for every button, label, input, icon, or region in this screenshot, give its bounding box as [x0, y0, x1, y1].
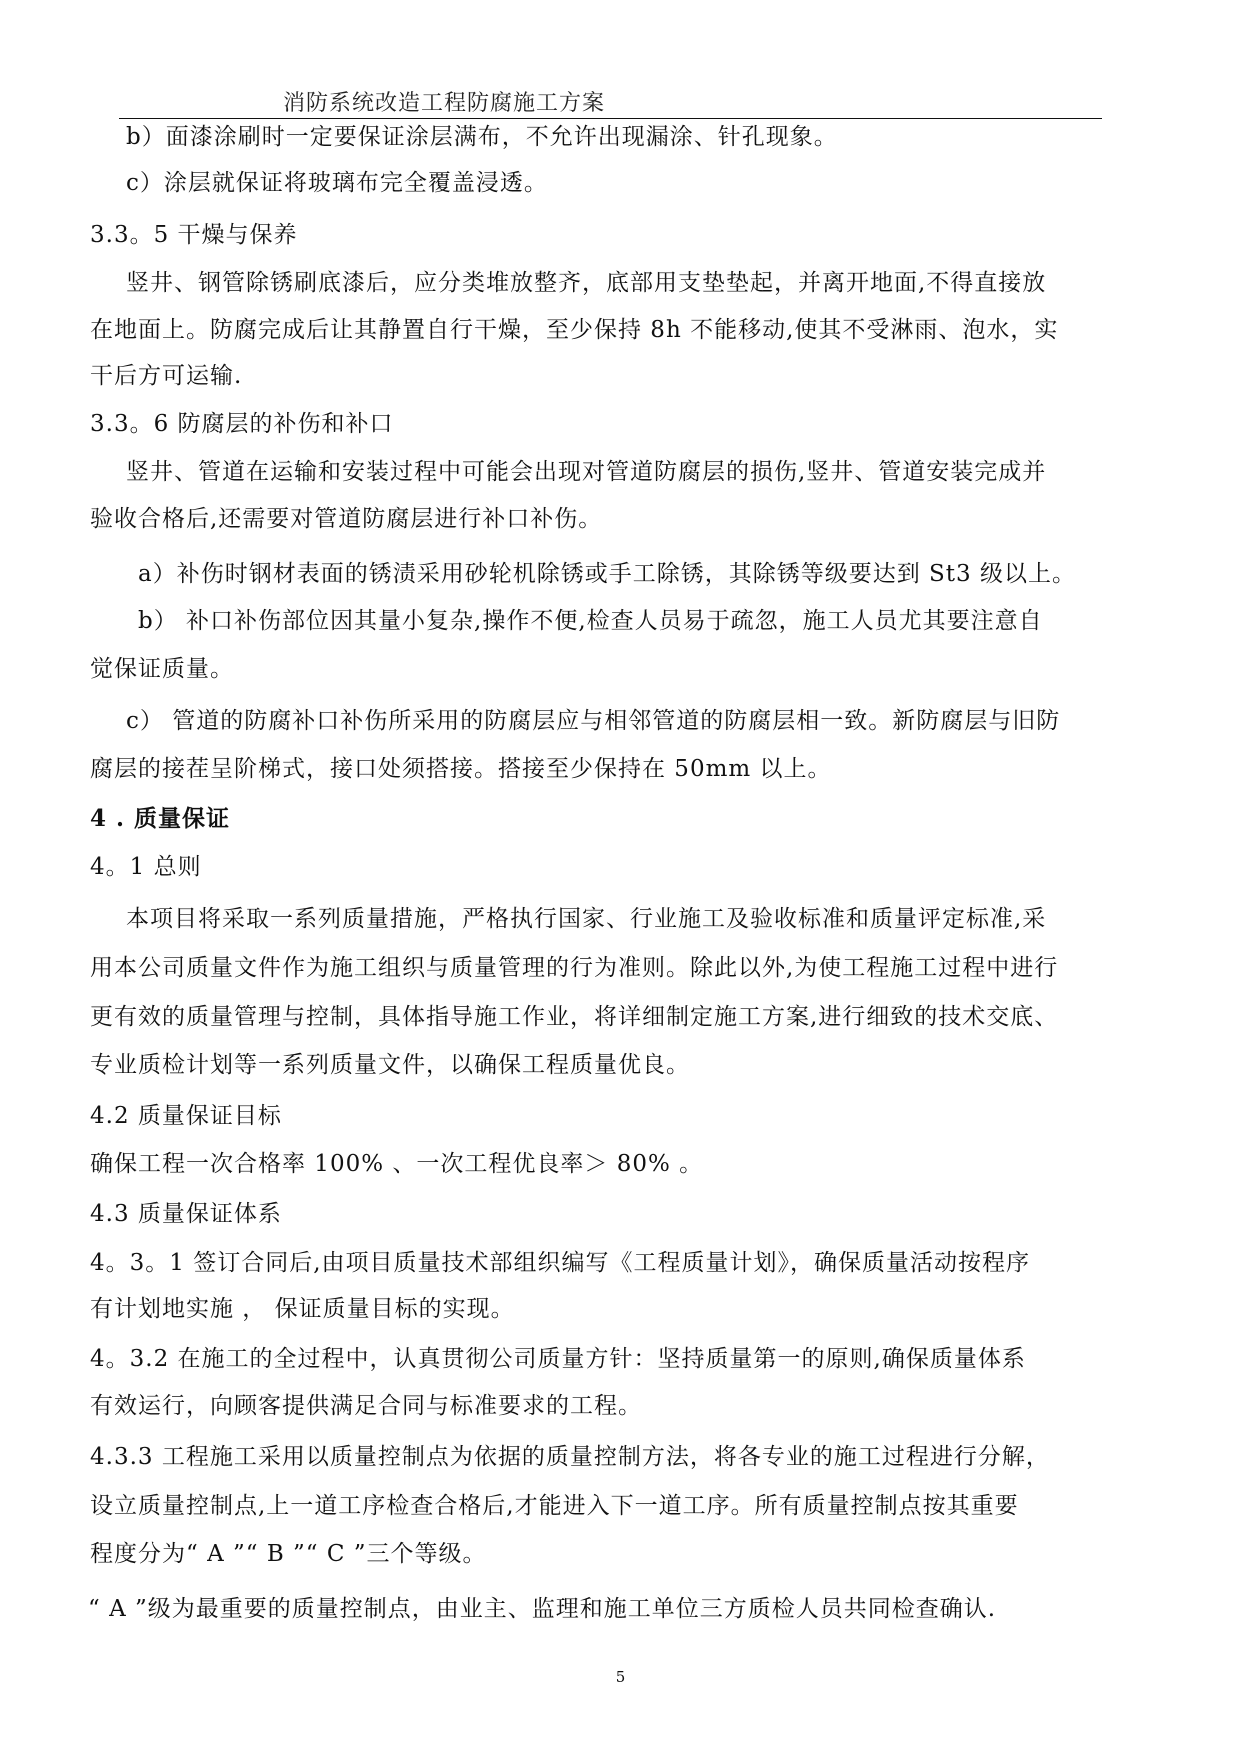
para-line: 4。3。1 签订合同后,由项目质量技术部组织编写《工程质量计划》，确保质量活动按程序 — [90, 1250, 1031, 1276]
para-line: 竖井、钢管除锈刷底漆后，应分类堆放整齐，底部用支垫垫起，并离开地面,不得直接放 — [126, 270, 1047, 296]
para-c-repair: c） 管道的防腐补口补伤所采用的防腐层应与相邻管道的防腐层相一致。新防腐层与旧防 — [126, 708, 1061, 734]
page-number: 5 — [615, 1668, 626, 1686]
para-line: 用本公司质量文件作为施工组织与质量管理的行为准则。除此以外,为使工程施工过程中进行 — [90, 955, 1059, 981]
header-rule — [119, 118, 1102, 119]
para-line: 有计划地实施 ， 保证质量目标的实现。 — [90, 1296, 515, 1322]
para-line: 更有效的质量管理与控制，具体指导施工作业，将详细制定施工方案,进行细致的技术交底、 — [90, 1004, 1059, 1030]
para-line: 本项目将采取一系列质量措施，严格执行国家、行业施工及验收标准和质量评定标准,采 — [126, 906, 1047, 932]
para-line: 在地面上。防腐完成后让其静置自行干燥，至少保持 8h 不能移动,使其不受淋雨、泡水，实 — [90, 317, 1059, 343]
para-line: 程度分为“ A ”“ B ”“ C ”三个等级。 — [90, 1541, 487, 1567]
para-b-topcoat: b）面漆涂刷时一定要保证涂层满布，不允许出现漏涂、针孔现象。 — [126, 124, 838, 150]
section-4-heading: 4 . 质量保证 — [90, 805, 231, 832]
para-b-repair: b） 补口补伤部位因其量小复杂,操作不便,检查人员易于疏忽，施工人员尤其要注意自 — [138, 608, 1043, 634]
para-line: 觉保证质量。 — [90, 656, 234, 682]
para-line: “ A ”级为最重要的质量控制点，由业主、监理和施工单位三方质检人员共同检查确认. — [88, 1596, 997, 1622]
para-line: 有效运行，向顾客提供满足合同与标准要求的工程。 — [90, 1393, 642, 1419]
section-4-2-heading: 4.2 质量保证目标 — [90, 1103, 282, 1129]
para-line: 确保工程一次合格率 100% 、一次工程优良率＞ 80% 。 — [90, 1151, 704, 1177]
para-line: 竖井、管道在运输和安装过程中可能会出现对管道防腐层的损伤,竖井、管道安装完成并 — [126, 459, 1047, 485]
para-line: 腐层的接茬呈阶梯式，接口处须搭接。搭接至少保持在 50mm 以上。 — [90, 756, 832, 782]
para-line: 干后方可运输. — [90, 363, 243, 389]
para-c-coating: c）涂层就保证将玻璃布完全覆盖浸透。 — [126, 170, 548, 196]
para-line: 设立质量控制点,上一道工序检查合格后,才能进入下一道工序。所有质量控制点按其重要 — [90, 1493, 1019, 1519]
para-line: 4.3.3 工程施工采用以质量控制点为依据的质量控制方法，将各专业的施工过程进行分解， — [90, 1444, 1050, 1470]
para-line: 验收合格后,还需要对管道防腐层进行补口补伤。 — [90, 506, 603, 532]
section-3-3-6-heading: 3.3。6 防腐层的补伤和补口 — [90, 411, 394, 437]
section-3-3-5-heading: 3.3。5 干燥与保养 — [90, 222, 298, 248]
para-line: 4。3.2 在施工的全过程中，认真贯彻公司质量方针：坚持质量第一的原则,确保质量体系 — [90, 1346, 1026, 1372]
section-4-3-heading: 4.3 质量保证体系 — [90, 1201, 282, 1227]
page-header-title: 消防系统改造工程防腐施工方案 — [283, 91, 606, 116]
para-line: 专业质检计划等一系列质量文件，以确保工程质量优良。 — [90, 1052, 690, 1078]
para-a-repair: a）补伤时钢材表面的锈渍采用砂轮机除锈或手工除锈，其除锈等级要达到 St3 级以上。 — [138, 561, 1076, 587]
section-4-1-heading: 4。1 总则 — [90, 854, 202, 880]
